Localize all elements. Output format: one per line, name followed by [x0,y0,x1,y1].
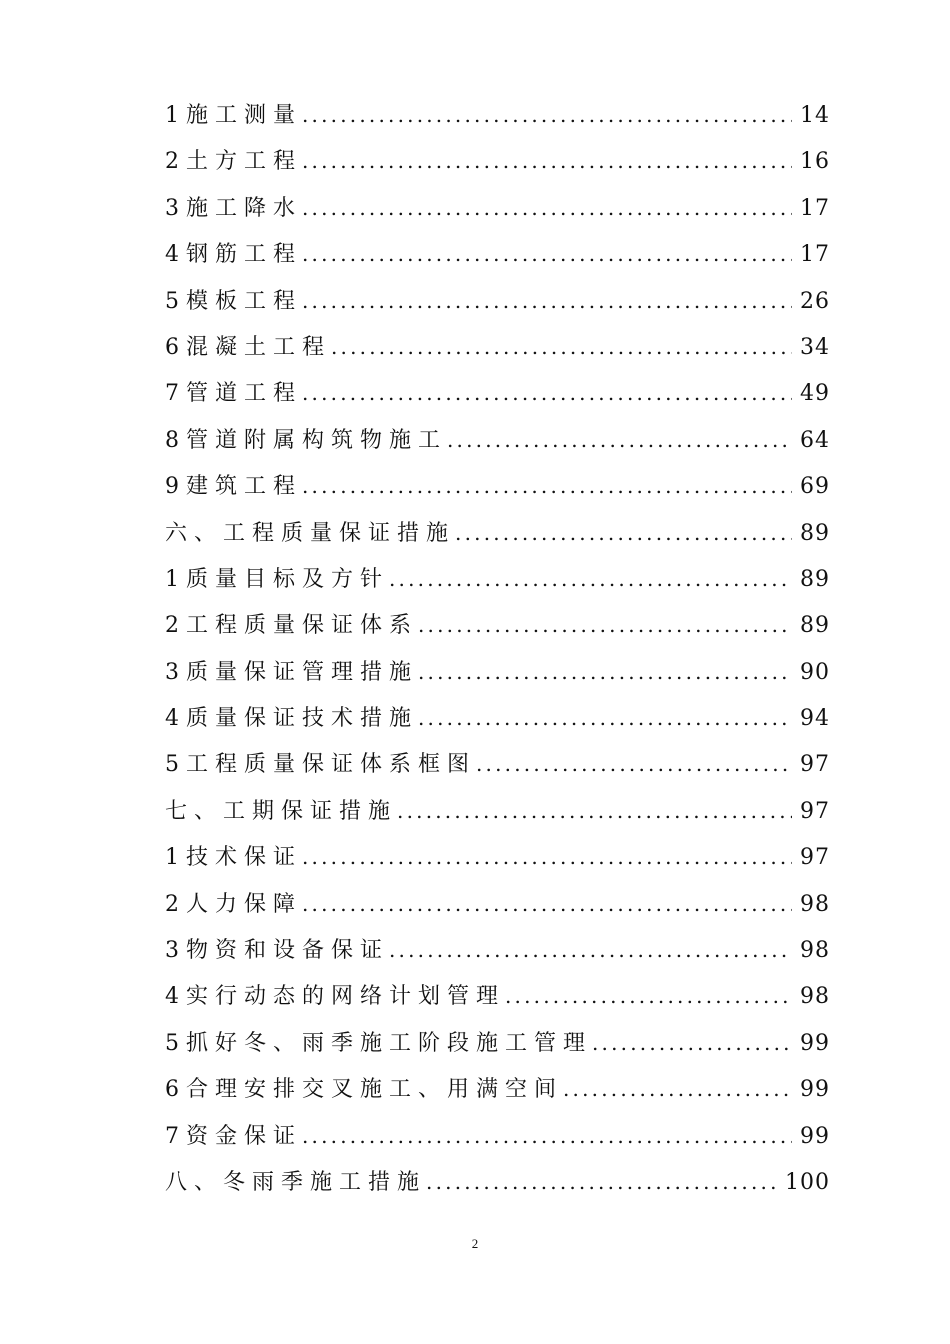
toc-entry[interactable] [165,370,830,416]
toc-entry-title: 八、冬雨季施工措施 [165,1169,427,1195]
toc-entry-page: 64 [800,427,830,453]
toc-entry-title: 5工程质量保证体系框图 [165,752,476,778]
toc-entry[interactable] [165,185,830,231]
toc-dot-leader [331,324,792,370]
toc-dot-leader [302,834,792,880]
toc-entry[interactable] [165,1159,830,1205]
toc-dot-leader [455,510,792,556]
toc-entry[interactable] [165,741,830,787]
toc-entry-title: 2人力保障 [165,891,302,917]
toc-dot-leader [302,463,792,509]
toc-dot-leader [302,231,792,277]
toc-entry[interactable] [165,556,830,602]
toc-entry[interactable] [165,231,830,277]
toc-entry-page: 99 [800,1123,830,1149]
toc-dot-leader [418,602,792,648]
toc-dot-leader [302,185,792,231]
toc-dot-leader [563,1066,792,1112]
page-number: 2 [471,1236,479,1251]
toc-entry-page: 17 [800,242,830,268]
toc-entry[interactable] [165,1020,830,1066]
toc-entry-page: 98 [800,938,830,964]
toc-entry[interactable] [165,695,830,741]
toc-entry[interactable] [165,510,830,556]
toc-dot-leader [302,138,792,184]
toc-dot-leader [302,881,792,927]
toc-dot-leader [397,788,792,834]
toc-entry-title: 3质量保证管理措施 [165,659,418,685]
toc-entry[interactable] [165,881,830,927]
toc-entry-title: 5模板工程 [165,288,302,314]
toc-entry-page: 34 [800,334,830,360]
toc-entry-page: 89 [800,613,830,639]
toc-entry-title: 6混凝土工程 [165,334,331,360]
toc-dot-leader [389,927,792,973]
toc-entry-page: 17 [800,195,830,221]
toc-dot-leader [476,741,792,787]
toc-entry-title: 2土方工程 [165,149,302,175]
toc-dot-leader [426,1159,777,1205]
toc-entry-page: 69 [800,474,830,500]
toc-entry-title: 4钢筋工程 [165,242,302,268]
toc-entry-title: 1技术保证 [165,845,302,871]
toc-entry-page: 14 [800,103,830,128]
toc-entry-page: 49 [800,381,830,407]
toc-dot-leader [505,973,792,1019]
toc-entry-title: 7管道工程 [165,381,302,407]
toc-entry-title: 4质量保证技术措施 [165,706,418,732]
toc-entry-title: 5抓好冬、雨季施工阶段施工管理 [165,1030,592,1056]
toc-entry-title: 1施工测量 [165,103,302,128]
toc-entry-page: 97 [800,845,830,871]
toc-dot-leader [418,649,792,695]
toc-dot-leader [592,1020,792,1066]
toc-entry[interactable] [165,1113,830,1159]
toc-entry[interactable] [165,92,830,138]
toc-entry-title: 六、工程质量保证措施 [165,520,456,546]
toc-entry[interactable] [165,788,830,834]
toc-entry[interactable] [165,973,830,1019]
toc-entry-title: 3物资和设备保证 [165,938,389,964]
toc-entry[interactable] [165,1066,830,1112]
toc-dot-leader [302,92,792,138]
toc-entry[interactable] [165,649,830,695]
toc-entry-title: 2工程质量保证体系 [165,613,418,639]
toc-entry-page: 98 [800,984,830,1010]
toc-dot-leader [302,1113,792,1159]
toc-entry-page: 97 [800,798,830,824]
toc-entry-title: 6合理安排交叉施工、用满空间 [165,1077,563,1103]
toc-entry-page: 97 [800,752,830,778]
toc-entry[interactable] [165,463,830,509]
toc-entry-page: 100 [785,1169,830,1195]
toc-entry[interactable] [165,834,830,880]
toc-entry-title: 3施工降水 [165,195,302,221]
toc-dot-leader [418,695,792,741]
toc-entry-page: 90 [800,659,830,685]
toc-entry[interactable] [165,138,830,184]
toc-entry-page: 89 [800,520,830,546]
toc-entry[interactable] [165,278,830,324]
toc-dot-leader [389,556,792,602]
toc-entry-page: 26 [800,288,830,314]
toc-entry[interactable] [165,417,830,463]
toc-entry-title: 4实行动态的网络计划管理 [165,984,505,1010]
toc-entry-title: 七、工期保证措施 [165,798,398,824]
toc-entry-page: 89 [800,566,830,592]
toc-entry-page: 94 [800,706,830,732]
toc-entry-page: 16 [800,149,830,175]
toc-entry-title: 1质量目标及方针 [165,566,389,592]
toc-dot-leader [447,417,792,463]
toc-dot-leader [302,278,792,324]
toc-entry-title: 7资金保证 [165,1123,302,1149]
toc-entry-title: 8管道附属构筑物施工 [165,427,447,453]
toc-entry-title: 9建筑工程 [165,474,302,500]
toc-entry-page: 99 [800,1077,830,1103]
toc-entry[interactable] [165,324,830,370]
toc-entry-page: 99 [800,1030,830,1056]
toc-entry[interactable] [165,927,830,973]
table-of-contents [165,92,830,1205]
toc-dot-leader [302,370,792,416]
toc-entry-page: 98 [800,891,830,917]
toc-entry[interactable] [165,602,830,648]
